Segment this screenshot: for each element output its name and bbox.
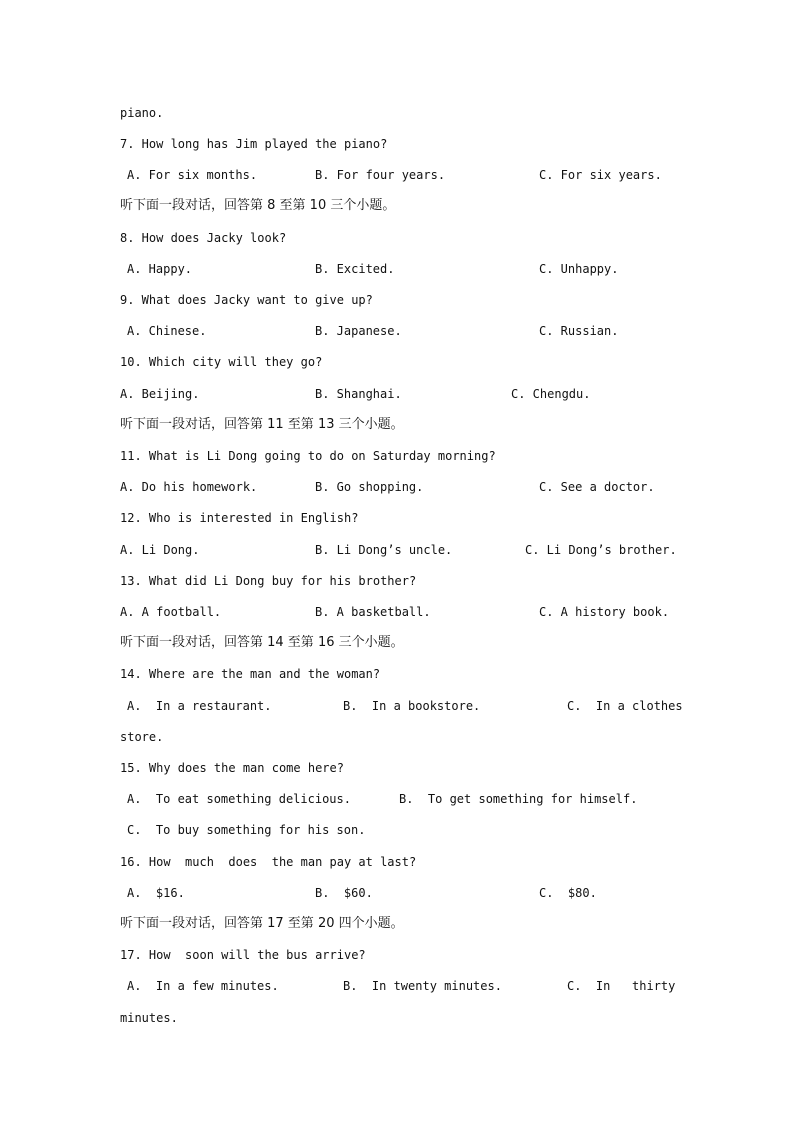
instruction-text: 听下面一段对话，回答第 17 至第 20 四个小题。	[120, 916, 404, 931]
section-instruction	[0, 414, 794, 436]
continued-text: piano.	[120, 106, 164, 120]
option-c: C. Unhappy.	[539, 262, 619, 276]
option-c: C. $80.	[539, 886, 597, 900]
option-c-continued: store.	[120, 730, 164, 744]
option-b: B. Go shopping.	[315, 480, 424, 494]
question-text: 17. How soon will the bus arrive?	[120, 948, 366, 962]
options-7	[0, 164, 794, 186]
option-a: A. For six months.	[127, 168, 258, 182]
options-16	[0, 882, 794, 904]
option-b: B. Li Dong’s uncle.	[315, 543, 453, 557]
section-instruction	[0, 913, 794, 935]
option-c: C. Li Dong’s brother.	[525, 543, 677, 557]
option-a: A. To eat something delicious.	[127, 792, 351, 806]
option-b: B. $60.	[315, 886, 373, 900]
option-a: A. A football.	[120, 605, 222, 619]
options-13	[0, 601, 794, 623]
question-17	[0, 944, 794, 966]
section-instruction	[0, 632, 794, 654]
option-a: A. Beijing.	[120, 387, 200, 401]
question-text: 11. What is Li Dong going to do on Saturday morning?	[120, 449, 496, 463]
option-a: A. Do his homework.	[120, 480, 258, 494]
option-c: C. Chengdu.	[511, 387, 591, 401]
options-10	[0, 383, 794, 405]
question-8	[0, 227, 794, 249]
option-b: B. Shanghai.	[315, 387, 402, 401]
question-text: 10. Which city will they go?	[120, 355, 323, 369]
question-15	[0, 757, 794, 779]
option-c-continued: minutes.	[120, 1011, 178, 1025]
options-17	[0, 975, 794, 997]
option-b: B. A basketball.	[315, 605, 431, 619]
question-10	[0, 351, 794, 373]
option-c: C. In a clothes	[567, 699, 683, 713]
instruction-text: 听下面一段对话，回答第 14 至第 16 三个小题。	[120, 635, 404, 650]
option-c: C. See a doctor.	[539, 480, 655, 494]
option-b: B. For four years.	[315, 168, 446, 182]
question-13	[0, 570, 794, 592]
instruction-text: 听下面一段对话，回答第 8 至第 10 三个小题。	[120, 198, 396, 213]
option-c: C. For six years.	[539, 168, 662, 182]
option-c: C. To buy something for his son.	[127, 823, 366, 837]
options-11	[0, 476, 794, 498]
option-a: A. In a restaurant.	[127, 699, 272, 713]
question-text: 12. Who is interested in English?	[120, 511, 359, 525]
option-a: A. $16.	[127, 886, 185, 900]
options-9	[0, 320, 794, 342]
text-line	[0, 1007, 794, 1029]
option-c: C. In thirty	[567, 979, 676, 993]
option-c: C. A history book.	[539, 605, 670, 619]
option-b: B. In twenty minutes.	[343, 979, 502, 993]
options-15-c	[0, 819, 794, 841]
question-text: 9. What does Jacky want to give up?	[120, 293, 373, 307]
options-14	[0, 695, 794, 717]
question-text: 13. What did Li Dong buy for his brother?	[120, 574, 417, 588]
option-b: B. In a bookstore.	[343, 699, 481, 713]
options-12	[0, 539, 794, 561]
question-text: 14. Where are the man and the woman?	[120, 667, 381, 681]
question-9	[0, 289, 794, 311]
option-a: A. Happy.	[127, 262, 193, 276]
text-line	[0, 726, 794, 748]
option-b: B. Japanese.	[315, 324, 402, 338]
section-instruction	[0, 195, 794, 217]
question-11	[0, 445, 794, 467]
question-text: 7. How long has Jim played the piano?	[120, 137, 388, 151]
options-8	[0, 258, 794, 280]
text-line	[0, 102, 794, 124]
question-text: 15. Why does the man come here?	[120, 761, 344, 775]
option-a: A. Chinese.	[127, 324, 207, 338]
question-16	[0, 851, 794, 873]
options-15	[0, 788, 794, 810]
option-a: A. Li Dong.	[120, 543, 200, 557]
option-b: B. To get something for himself.	[399, 792, 638, 806]
question-14	[0, 663, 794, 685]
instruction-text: 听下面一段对话，回答第 11 至第 13 三个小题。	[120, 417, 404, 432]
option-a: A. In a few minutes.	[127, 979, 279, 993]
question-12	[0, 507, 794, 529]
option-c: C. Russian.	[539, 324, 619, 338]
question-text: 16. How much does the man pay at last?	[120, 855, 417, 869]
option-b: B. Excited.	[315, 262, 395, 276]
question-text: 8. How does Jacky look?	[120, 231, 287, 245]
question-7	[0, 133, 794, 155]
